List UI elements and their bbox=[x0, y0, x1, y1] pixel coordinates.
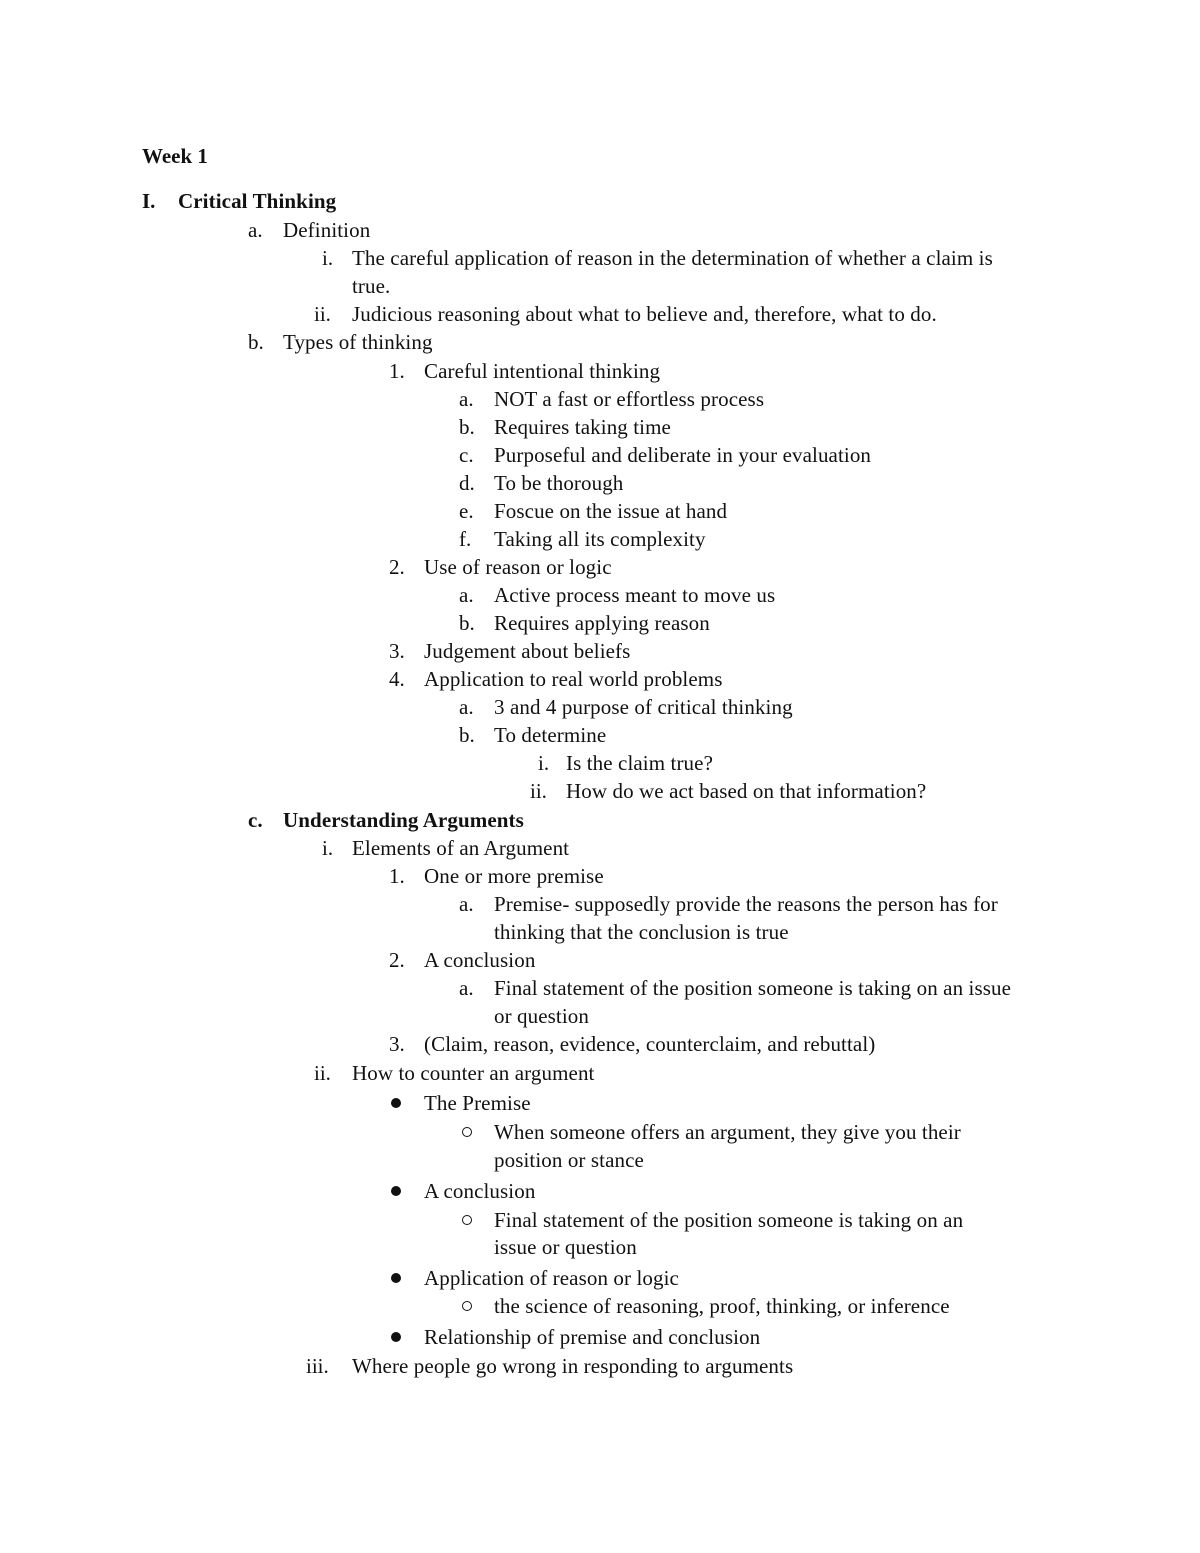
outline-marker: f. bbox=[459, 527, 472, 551]
outline-item-continuation: or question bbox=[494, 1004, 590, 1028]
outline-marker: c. bbox=[248, 808, 263, 832]
outline-item: Understanding Arguments bbox=[283, 808, 524, 832]
outline-item: Types of thinking bbox=[283, 330, 433, 354]
outline-item: A conclusion bbox=[424, 948, 536, 972]
bullet-icon bbox=[391, 1273, 401, 1283]
circle-bullet-icon bbox=[462, 1301, 472, 1311]
outline-item: Active process meant to move us bbox=[494, 583, 776, 607]
bullet-icon bbox=[391, 1098, 401, 1108]
bullet-icon bbox=[391, 1186, 401, 1196]
outline-item: Requires applying reason bbox=[494, 611, 710, 635]
outline-marker: iii. bbox=[306, 1354, 329, 1378]
outline-marker: 2. bbox=[389, 555, 405, 579]
bullet-icon bbox=[391, 1332, 401, 1342]
outline-marker: a. bbox=[459, 387, 474, 411]
outline-marker: 3. bbox=[389, 639, 405, 663]
outline-item: The Premise bbox=[424, 1091, 531, 1115]
outline-marker: i. bbox=[322, 246, 334, 270]
outline-item: (Claim, reason, evidence, counterclaim, and rebuttal) bbox=[424, 1032, 876, 1056]
outline-marker: a. bbox=[459, 892, 474, 916]
outline-item: the science of reasoning, proof, thinking, or inference bbox=[494, 1294, 950, 1318]
outline-marker: ii. bbox=[314, 1061, 331, 1085]
outline-item: Application of reason or logic bbox=[424, 1266, 679, 1290]
outline-item: Use of reason or logic bbox=[424, 555, 612, 579]
outline-item: 3 and 4 purpose of critical thinking bbox=[494, 695, 793, 719]
outline-item: One or more premise bbox=[424, 864, 604, 888]
outline-item: Foscue on the issue at hand bbox=[494, 499, 728, 523]
outline-marker: a. bbox=[248, 218, 263, 242]
outline-marker: ii. bbox=[530, 779, 547, 803]
outline-item-continuation: true. bbox=[352, 274, 391, 298]
outline-item: Careful intentional thinking bbox=[424, 359, 661, 383]
outline-marker: b. bbox=[248, 330, 264, 354]
circle-bullet-icon bbox=[462, 1127, 472, 1137]
outline-item: To be thorough bbox=[494, 471, 624, 495]
outline-marker: c. bbox=[459, 443, 474, 467]
outline-marker: 2. bbox=[389, 948, 405, 972]
outline-item: A conclusion bbox=[424, 1179, 536, 1203]
outline-item: How to counter an argument bbox=[352, 1061, 595, 1085]
outline-item: Taking all its complexity bbox=[494, 527, 706, 551]
outline-item: Is the claim true? bbox=[566, 751, 713, 775]
outline-marker: b. bbox=[459, 723, 475, 747]
outline-item: NOT a fast or effortless process bbox=[494, 387, 765, 411]
page-title: Week 1 bbox=[142, 144, 208, 168]
outline-marker: a. bbox=[459, 695, 474, 719]
outline-item: Final statement of the position someone is taking on an bbox=[494, 1208, 964, 1232]
outline-item: The careful application of reason in the determination of whether a claim is bbox=[352, 246, 993, 270]
outline-item: How do we act based on that information? bbox=[566, 779, 927, 803]
outline-item: Premise- supposedly provide the reasons the person has for bbox=[494, 892, 998, 916]
outline-marker: d. bbox=[459, 471, 475, 495]
outline-item: Relationship of premise and conclusion bbox=[424, 1325, 761, 1349]
outline-item: Judicious reasoning about what to believe and, therefore, what to do. bbox=[352, 302, 937, 326]
outline-marker: a. bbox=[459, 976, 474, 1000]
outline-item-continuation: thinking that the conclusion is true bbox=[494, 920, 789, 944]
outline-item: Requires taking time bbox=[494, 415, 671, 439]
outline-marker: a. bbox=[459, 583, 474, 607]
outline-item: Judgement about beliefs bbox=[424, 639, 631, 663]
outline-marker: e. bbox=[459, 499, 474, 523]
outline-item: When someone offers an argument, they give you their bbox=[494, 1120, 961, 1144]
outline-marker: 1. bbox=[389, 359, 405, 383]
outline-item: Purposeful and deliberate in your evaluation bbox=[494, 443, 872, 467]
outline-marker: ii. bbox=[314, 302, 331, 326]
outline-item: Final statement of the position someone is taking on an issue bbox=[494, 976, 1012, 1000]
outline-item-continuation: position or stance bbox=[494, 1148, 644, 1172]
outline-marker: i. bbox=[322, 836, 334, 860]
outline-marker: 1. bbox=[389, 864, 405, 888]
outline-marker: I. bbox=[142, 189, 156, 213]
outline-item: Where people go wrong in responding to arguments bbox=[352, 1354, 794, 1378]
outline-marker: b. bbox=[459, 415, 475, 439]
outline-item: To determine bbox=[494, 723, 607, 747]
outline-item: Definition bbox=[283, 218, 371, 242]
circle-bullet-icon bbox=[462, 1215, 472, 1225]
outline-marker: 3. bbox=[389, 1032, 405, 1056]
outline-marker: 4. bbox=[389, 667, 405, 691]
outline-item: Elements of an Argument bbox=[352, 836, 570, 860]
outline-item: Critical Thinking bbox=[178, 189, 337, 213]
outline-marker: b. bbox=[459, 611, 475, 635]
outline-marker: i. bbox=[538, 751, 550, 775]
outline-item: Application to real world problems bbox=[424, 667, 723, 691]
outline-item-continuation: issue or question bbox=[494, 1235, 637, 1259]
